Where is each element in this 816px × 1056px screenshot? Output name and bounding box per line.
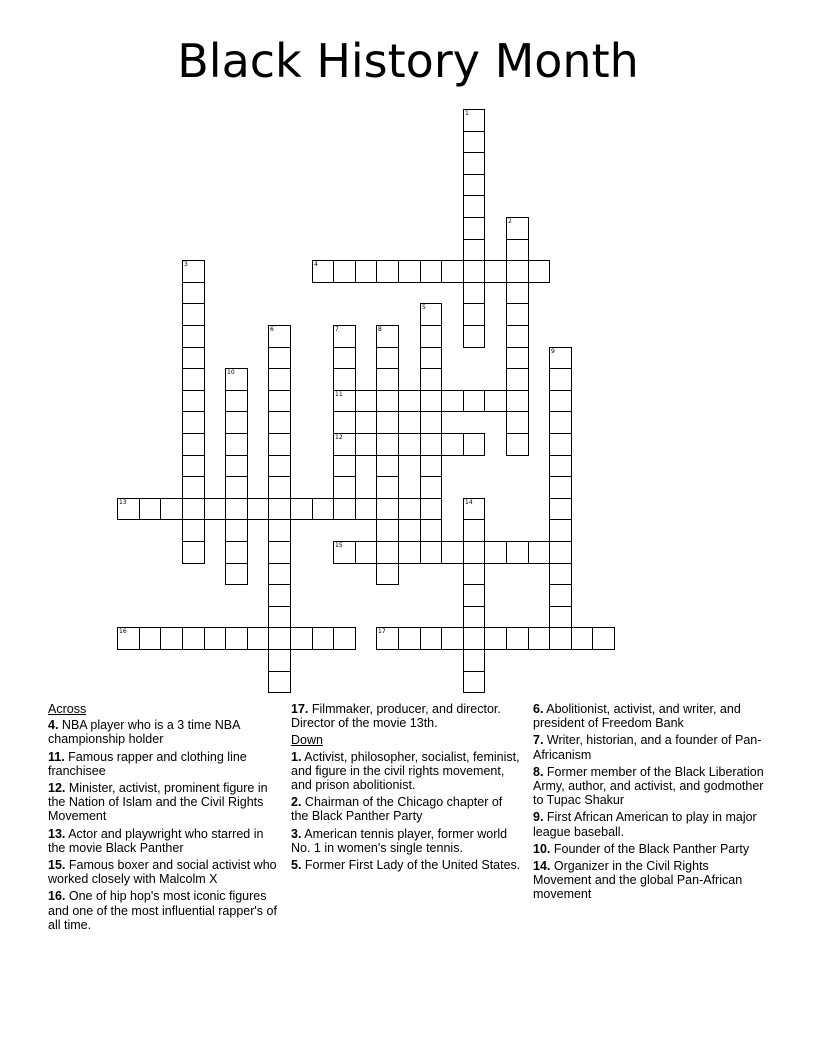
grid-cell[interactable] — [355, 260, 377, 283]
clue-item — [533, 702, 765, 730]
grid-cell[interactable] — [549, 433, 572, 456]
grid-cell[interactable] — [549, 519, 572, 542]
grid-cell[interactable] — [268, 347, 291, 369]
clue-item-number: 16. — [48, 889, 66, 904]
grid-cell[interactable] — [225, 411, 248, 434]
clue-item-number: 1. — [291, 749, 302, 764]
clue-item — [48, 781, 280, 824]
grid-cell[interactable] — [549, 476, 572, 499]
grid-cell[interactable] — [376, 476, 399, 499]
grid-cell[interactable] — [420, 519, 442, 542]
grid-cell[interactable] — [182, 433, 205, 456]
grid-cell[interactable] — [376, 541, 399, 564]
clue-item-text: Writer, historian, and a founder of Pan-Africanism — [533, 733, 762, 762]
clue-item-text: Activist, philosopher, socialist, feminist, and figure in the civil rights movement, and prison abolitionist. — [291, 749, 520, 793]
grid-cell[interactable] — [549, 606, 572, 628]
clue-item-number: 12. — [48, 781, 66, 796]
clue-item-text: Organizer in the Civil Rights Movement and the global Pan-African movement — [533, 859, 743, 902]
grid-cell[interactable] — [463, 109, 485, 132]
clue-item-number: 17. — [291, 702, 309, 716]
grid-cell[interactable] — [441, 390, 464, 412]
grid-cell[interactable] — [549, 347, 572, 369]
grid-cell[interactable] — [312, 498, 334, 520]
grid-cell[interactable] — [290, 498, 313, 520]
grid-cell[interactable] — [528, 260, 550, 283]
grid-cell[interactable] — [463, 131, 485, 153]
clue-number: 2 — [508, 218, 512, 225]
grid-cell[interactable] — [376, 368, 399, 391]
clue-number: 16 — [119, 628, 127, 635]
grid-cell[interactable] — [225, 627, 248, 650]
grid-cell[interactable] — [182, 411, 205, 434]
grid-cell[interactable] — [376, 627, 399, 650]
clue-number: 13 — [119, 499, 127, 506]
grid-cell[interactable] — [463, 649, 485, 672]
clue-item-number: 11. — [48, 749, 65, 764]
clue-number: 1 — [465, 110, 469, 117]
clue-item-text: One of hip hop's most iconic figures and one of the most influential rapper's of all time. — [48, 889, 277, 932]
grid-cell[interactable] — [268, 455, 291, 477]
grid-cell[interactable] — [333, 627, 356, 650]
grid-cell[interactable] — [463, 498, 485, 520]
clue-item-text: American tennis player, former world No. 1 in women's single tennis. — [291, 826, 508, 855]
grid-cell[interactable] — [506, 239, 529, 261]
clue-item-text: Actor and playwright who starred in the movie Black Panther — [48, 826, 264, 855]
grid-cell[interactable] — [268, 627, 291, 650]
grid-cell[interactable] — [225, 390, 248, 412]
grid-cell[interactable] — [182, 260, 205, 283]
grid-cell[interactable] — [463, 519, 485, 542]
clue-item-number: 8. — [533, 764, 544, 779]
clue-item-number: 13. — [48, 826, 66, 841]
clue-item — [48, 718, 280, 746]
grid-cell[interactable] — [139, 627, 161, 650]
clue-item-number: 10. — [533, 841, 551, 856]
grid-cell[interactable] — [268, 649, 291, 672]
grid-cell[interactable] — [506, 368, 529, 391]
clue-item — [533, 859, 765, 902]
grid-cell[interactable] — [268, 584, 291, 607]
grid-cell[interactable] — [398, 498, 421, 520]
grid-cell[interactable] — [592, 627, 615, 650]
grid-cell[interactable] — [268, 519, 291, 542]
grid-cell[interactable] — [182, 476, 205, 499]
grid-cell[interactable] — [182, 303, 205, 326]
grid-cell[interactable] — [420, 455, 442, 477]
clue-item-number: 15. — [48, 858, 66, 873]
grid-cell[interactable] — [225, 498, 248, 520]
grid-cell[interactable] — [182, 347, 205, 369]
grid-cell[interactable] — [484, 390, 507, 412]
clue-item-number: 7. — [533, 733, 544, 748]
clue-item-number: 14. — [533, 859, 551, 874]
grid-cell[interactable] — [420, 541, 442, 564]
clue-item-text: Famous boxer and social activist who worked closely with Malcolm X — [48, 858, 277, 887]
grid-cell[interactable] — [506, 390, 529, 412]
grid-cell[interactable] — [463, 282, 485, 304]
grid-cell[interactable] — [182, 368, 205, 391]
clue-column-2 — [291, 702, 523, 875]
clue-number: 12 — [335, 434, 343, 441]
grid-cell[interactable] — [571, 627, 593, 650]
grid-cell[interactable] — [268, 671, 291, 693]
grid-cell[interactable] — [398, 390, 421, 412]
clue-item — [291, 750, 523, 793]
clue-item — [48, 858, 280, 886]
clue-item-text: Former First Lady of the United States. — [304, 858, 521, 873]
grid-cell[interactable] — [506, 627, 529, 650]
grid-cell[interactable] — [376, 411, 399, 434]
clue-number: 5 — [422, 304, 426, 311]
grid-cell[interactable] — [506, 325, 529, 348]
clue-number: 14 — [465, 499, 473, 506]
grid-cell[interactable] — [549, 563, 572, 585]
clue-item — [533, 810, 765, 838]
grid-cell[interactable] — [376, 455, 399, 477]
grid-cell[interactable] — [333, 368, 356, 391]
grid-cell[interactable] — [420, 498, 442, 520]
clue-number: 17 — [378, 628, 386, 635]
grid-cell[interactable] — [268, 498, 291, 520]
grid-cell[interactable] — [376, 433, 399, 456]
clue-item-text: Chairman of the Chicago chapter of the Black Panther Party — [291, 795, 503, 824]
grid-cell[interactable] — [204, 498, 226, 520]
grid-cell[interactable] — [463, 390, 485, 412]
grid-cell[interactable] — [355, 433, 377, 456]
grid-cell[interactable] — [117, 627, 140, 650]
grid-cell[interactable] — [420, 325, 442, 348]
clue-item-number: 4. — [48, 718, 59, 733]
grid-cell[interactable] — [333, 260, 356, 283]
clue-number: 3 — [184, 261, 188, 268]
grid-cell[interactable] — [528, 627, 550, 650]
grid-cell[interactable] — [225, 541, 248, 564]
grid-cell[interactable] — [333, 411, 356, 434]
grid-cell[interactable] — [312, 627, 334, 650]
clue-item-text: Filmmaker, producer, and director. Director of the movie 13th. — [291, 702, 501, 731]
grid-cell[interactable] — [549, 541, 572, 564]
grid-cell[interactable] — [484, 627, 507, 650]
grid-cell[interactable] — [549, 390, 572, 412]
clue-item-number: 6. — [533, 702, 544, 716]
grid-cell[interactable] — [463, 433, 485, 456]
clue-item — [533, 765, 765, 808]
grid-cell[interactable] — [484, 260, 507, 283]
grid-cell[interactable] — [376, 498, 399, 520]
grid-cell[interactable] — [420, 260, 442, 283]
grid-cell[interactable] — [182, 455, 205, 477]
clue-item-text: Minister, activist, prominent figure in the Nation of Islam and the Civil Rights Movement — [48, 781, 268, 824]
grid-cell[interactable] — [117, 498, 140, 520]
clue-item-text: First African American to play in major league baseball. — [533, 810, 757, 839]
clue-number: 10 — [227, 369, 235, 376]
grid-cell[interactable] — [268, 606, 291, 628]
grid-cell[interactable] — [268, 563, 291, 585]
clue-number: 15 — [335, 542, 343, 549]
grid-cell[interactable] — [441, 260, 464, 283]
grid-cell[interactable] — [549, 498, 572, 520]
grid-cell[interactable] — [225, 368, 248, 391]
grid-cell[interactable] — [398, 627, 421, 650]
grid-cell[interactable] — [484, 541, 507, 564]
grid-cell[interactable] — [506, 282, 529, 304]
clue-item — [48, 827, 280, 855]
grid-cell[interactable] — [333, 455, 356, 477]
section-heading: Across — [48, 702, 87, 716]
grid-cell[interactable] — [290, 627, 313, 650]
grid-cell[interactable] — [355, 498, 377, 520]
grid-cell[interactable] — [376, 325, 399, 348]
page-title: Black History Month — [177, 34, 639, 88]
grid-cell[interactable] — [506, 411, 529, 434]
clue-number: 8 — [378, 326, 382, 333]
grid-cell[interactable] — [376, 390, 399, 412]
clue-item-text: Famous rapper and clothing line franchisee — [48, 749, 247, 778]
grid-cell[interactable] — [268, 433, 291, 456]
clue-item-text: Former member of the Black Liberation Army, author, and activist, and godmother to Tupac Shakur — [533, 764, 764, 808]
grid-cell[interactable] — [506, 303, 529, 326]
grid-cell[interactable] — [182, 282, 205, 304]
grid-cell[interactable] — [182, 627, 205, 650]
grid-cell[interactable] — [160, 498, 183, 520]
grid-cell[interactable] — [506, 260, 529, 283]
grid-cell[interactable] — [268, 541, 291, 564]
grid-cell[interactable] — [333, 390, 356, 412]
grid-cell[interactable] — [463, 541, 485, 564]
grid-cell[interactable] — [420, 476, 442, 499]
clue-number: 9 — [551, 348, 555, 355]
grid-cell[interactable] — [333, 433, 356, 456]
grid-cell[interactable] — [549, 368, 572, 391]
clue-number: 11 — [335, 391, 343, 398]
grid-cell[interactable] — [376, 563, 399, 585]
grid-cell[interactable] — [355, 390, 377, 412]
grid-cell[interactable] — [225, 455, 248, 477]
clue-item — [48, 750, 280, 778]
grid-cell[interactable] — [463, 239, 485, 261]
grid-cell[interactable] — [182, 519, 205, 542]
grid-cell[interactable] — [549, 455, 572, 477]
grid-cell[interactable] — [333, 325, 356, 348]
grid-cell[interactable] — [398, 260, 421, 283]
grid-cell[interactable] — [268, 325, 291, 348]
grid-cell[interactable] — [549, 584, 572, 607]
grid-cell[interactable] — [506, 433, 529, 456]
grid-cell[interactable] — [333, 347, 356, 369]
grid-cell[interactable] — [463, 627, 485, 650]
grid-cell[interactable] — [182, 325, 205, 348]
grid-cell[interactable] — [225, 433, 248, 456]
clue-number: 6 — [270, 326, 274, 333]
grid-cell[interactable] — [312, 260, 334, 283]
clue-column-3 — [533, 702, 765, 905]
grid-cell[interactable] — [225, 519, 248, 542]
grid-cell[interactable] — [463, 563, 485, 585]
grid-cell[interactable] — [420, 303, 442, 326]
grid-cell[interactable] — [528, 541, 550, 564]
clue-item-number: 5. — [291, 858, 302, 873]
clue-number: 4 — [314, 261, 318, 268]
clue-item-number: 3. — [291, 826, 302, 841]
grid-cell[interactable] — [420, 433, 442, 456]
grid-cell[interactable] — [268, 476, 291, 499]
grid-cell[interactable] — [549, 627, 572, 650]
grid-cell[interactable] — [420, 627, 442, 650]
grid-cell[interactable] — [549, 411, 572, 434]
grid-cell[interactable] — [268, 390, 291, 412]
grid-cell[interactable] — [376, 519, 399, 542]
clue-number: 7 — [335, 326, 339, 333]
clue-item — [533, 842, 765, 856]
grid-cell[interactable] — [268, 411, 291, 434]
grid-cell[interactable] — [204, 627, 226, 650]
clue-item — [48, 889, 280, 932]
grid-cell[interactable] — [441, 627, 464, 650]
grid-cell[interactable] — [355, 541, 377, 564]
grid-cell[interactable] — [182, 498, 205, 520]
grid-cell[interactable] — [463, 152, 485, 175]
grid-cell[interactable] — [463, 195, 485, 218]
grid-cell[interactable] — [398, 433, 421, 456]
grid-cell[interactable] — [420, 390, 442, 412]
clue-item-text: Abolitionist, activist, and writer, and president of Freedom Bank — [533, 702, 741, 731]
grid-cell[interactable] — [225, 563, 248, 585]
grid-cell[interactable] — [506, 541, 529, 564]
grid-cell[interactable] — [333, 541, 356, 564]
grid-cell[interactable] — [441, 433, 464, 456]
clue-item — [291, 795, 523, 823]
grid-cell[interactable] — [398, 541, 421, 564]
grid-cell[interactable] — [139, 498, 161, 520]
grid-cell[interactable] — [182, 541, 205, 564]
section-heading: Down — [291, 733, 323, 748]
clue-item-number: 2. — [291, 795, 302, 810]
grid-cell[interactable] — [420, 411, 442, 434]
grid-cell[interactable] — [420, 347, 442, 369]
grid-cell[interactable] — [225, 476, 248, 499]
grid-cell[interactable] — [441, 541, 464, 564]
clue-item — [291, 858, 523, 872]
grid-cell[interactable] — [463, 217, 485, 240]
grid-cell[interactable] — [506, 217, 529, 240]
clue-item — [533, 733, 765, 761]
grid-cell[interactable] — [463, 606, 485, 628]
grid-cell[interactable] — [247, 627, 269, 650]
grid-cell[interactable] — [268, 368, 291, 391]
grid-cell[interactable] — [333, 498, 356, 520]
grid-cell[interactable] — [463, 584, 485, 607]
grid-cell[interactable] — [182, 390, 205, 412]
clue-column-1 — [48, 702, 280, 935]
clue-item — [291, 702, 523, 730]
grid-cell[interactable] — [376, 260, 399, 283]
grid-cell[interactable] — [463, 325, 485, 348]
grid-cell[interactable] — [463, 260, 485, 283]
grid-cell[interactable] — [333, 476, 356, 499]
clue-item-text: NBA player who is a 3 time NBA championship holder — [48, 718, 240, 747]
grid-cell[interactable] — [506, 347, 529, 369]
grid-cell[interactable] — [376, 347, 399, 369]
grid-cell[interactable] — [160, 627, 183, 650]
clue-item-text: Founder of the Black Panther Party — [553, 841, 750, 856]
clue-item-number: 9. — [533, 810, 544, 825]
grid-cell[interactable] — [247, 498, 269, 520]
grid-cell[interactable] — [463, 174, 485, 196]
grid-cell[interactable] — [463, 671, 485, 693]
grid-cell[interactable] — [463, 303, 485, 326]
grid-cell[interactable] — [420, 368, 442, 391]
clue-item — [291, 827, 523, 855]
